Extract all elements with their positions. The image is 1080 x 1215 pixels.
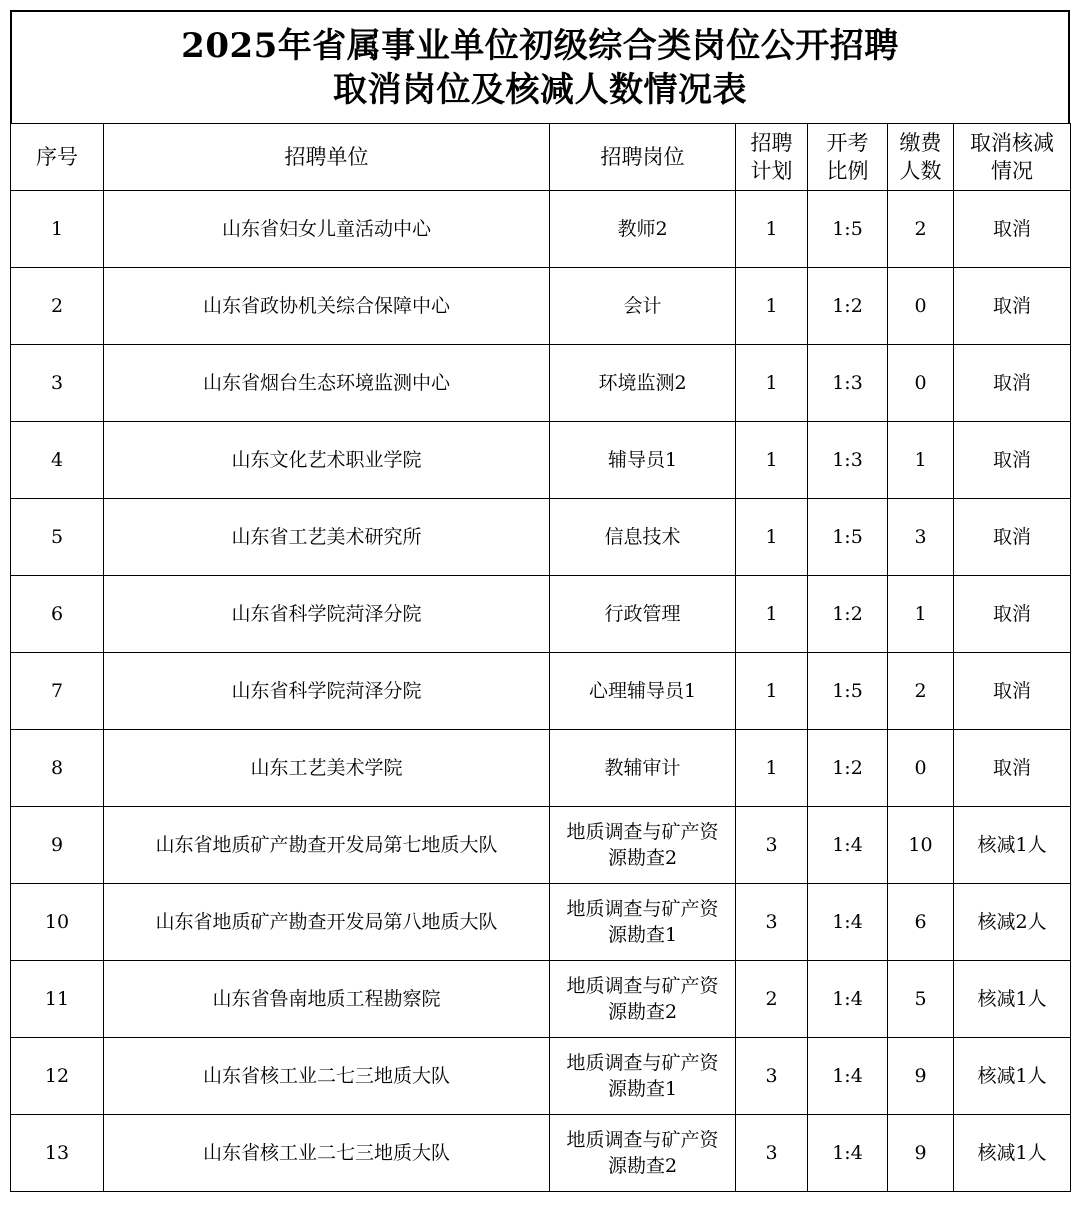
- cell-position-text: 辅导员1: [607, 449, 678, 471]
- cell-ratio: 1:2: [808, 268, 888, 345]
- cell-ratio: 1:4: [808, 807, 888, 884]
- cell-position-text: 教师2: [617, 218, 668, 240]
- cell-plan: 1: [736, 653, 808, 730]
- cell-position-text: 教辅审计: [604, 757, 681, 779]
- header-unit: [104, 124, 550, 191]
- cell-ratio: 1:3: [808, 422, 888, 499]
- cell-paid: 0: [888, 345, 954, 422]
- cell-paid: 3: [888, 499, 954, 576]
- cell-paid: 2: [888, 653, 954, 730]
- header-plan: [736, 124, 808, 191]
- cell-status: 核减2人: [954, 884, 1071, 961]
- cell-seq: 6: [11, 576, 104, 653]
- cell-seq: 3: [11, 345, 104, 422]
- cell-plan: 3: [736, 1115, 808, 1192]
- cell-plan: 3: [736, 884, 808, 961]
- document-title-line-2: 取消岗位及核减人数情况表: [333, 69, 747, 110]
- cell-paid: 10: [888, 807, 954, 884]
- cell-unit: 山东省科学院菏泽分院: [104, 576, 550, 653]
- cell-status: 核减1人: [954, 1115, 1071, 1192]
- cell-unit: 山东省鲁南地质工程勘察院: [104, 961, 550, 1038]
- cell-seq: 2: [11, 268, 104, 345]
- cell-status: 取消: [954, 576, 1071, 653]
- table-row: [11, 422, 1071, 499]
- cell-seq: 9: [11, 807, 104, 884]
- cell-position-text: 地质调查与矿产资源勘查1: [566, 1052, 719, 1100]
- cell-position: [550, 345, 736, 422]
- cell-unit: 山东省妇女儿童活动中心: [104, 191, 550, 268]
- cell-position-text: 心理辅导员1: [588, 680, 697, 702]
- cell-plan: 3: [736, 807, 808, 884]
- header-paid-label: 缴费人数: [899, 131, 942, 183]
- table-row: [11, 268, 1071, 345]
- cell-seq: 4: [11, 422, 104, 499]
- cell-position: [550, 191, 736, 268]
- cell-status: 核减1人: [954, 1038, 1071, 1115]
- cell-paid: 1: [888, 576, 954, 653]
- table-row: [11, 884, 1071, 961]
- header-paid: [888, 124, 954, 191]
- title-block: [10, 10, 1070, 123]
- table-row: [11, 576, 1071, 653]
- cell-paid: 2: [888, 191, 954, 268]
- cell-status: 取消: [954, 268, 1071, 345]
- cell-position-text: 行政管理: [604, 603, 681, 625]
- cell-ratio: 1:5: [808, 499, 888, 576]
- document-sheet: [10, 10, 1070, 1192]
- cell-plan: 1: [736, 499, 808, 576]
- cell-plan: 1: [736, 730, 808, 807]
- cell-ratio: 1:2: [808, 576, 888, 653]
- cell-position: [550, 730, 736, 807]
- header-position: [550, 124, 736, 191]
- cell-seq: 10: [11, 884, 104, 961]
- cell-paid: 9: [888, 1038, 954, 1115]
- cell-seq: 11: [11, 961, 104, 1038]
- header-ratio-label: 开考比例: [826, 131, 869, 183]
- cell-plan: 1: [736, 345, 808, 422]
- cell-status: 取消: [954, 653, 1071, 730]
- cell-position: [550, 1038, 736, 1115]
- cell-position-text: 地质调查与矿产资源勘查2: [566, 1129, 719, 1177]
- cell-seq: 1: [11, 191, 104, 268]
- cell-plan: 1: [736, 191, 808, 268]
- table-body: [11, 191, 1071, 1192]
- cell-position-text: 地质调查与矿产资源勘查2: [566, 975, 719, 1023]
- cell-plan: 1: [736, 422, 808, 499]
- table-row: [11, 499, 1071, 576]
- cell-ratio: 1:4: [808, 961, 888, 1038]
- cell-ratio: 1:4: [808, 884, 888, 961]
- header-plan-label: 招聘计划: [750, 131, 793, 183]
- cell-ratio: 1:5: [808, 191, 888, 268]
- recruitment-table: [10, 123, 1071, 1192]
- header-status: [954, 124, 1071, 191]
- cell-status: 取消: [954, 422, 1071, 499]
- cell-position: [550, 653, 736, 730]
- cell-ratio: 1:2: [808, 730, 888, 807]
- table-row: [11, 653, 1071, 730]
- cell-unit: 山东省科学院菏泽分院: [104, 653, 550, 730]
- cell-position: [550, 576, 736, 653]
- cell-seq: 7: [11, 653, 104, 730]
- cell-status: 取消: [954, 345, 1071, 422]
- cell-position-text: 地质调查与矿产资源勘查2: [566, 821, 719, 869]
- table-row: [11, 961, 1071, 1038]
- cell-seq: 8: [11, 730, 104, 807]
- cell-seq: 12: [11, 1038, 104, 1115]
- cell-unit: 山东省核工业二七三地质大队: [104, 1038, 550, 1115]
- cell-unit: 山东省工艺美术研究所: [104, 499, 550, 576]
- cell-unit: 山东文化艺术职业学院: [104, 422, 550, 499]
- cell-ratio: 1:5: [808, 653, 888, 730]
- cell-ratio: 1:4: [808, 1038, 888, 1115]
- cell-unit: 山东省地质矿产勘查开发局第七地质大队: [104, 807, 550, 884]
- cell-unit: 山东省核工业二七三地质大队: [104, 1115, 550, 1192]
- cell-position: [550, 268, 736, 345]
- cell-position-text: 信息技术: [604, 526, 681, 548]
- table-row: [11, 807, 1071, 884]
- cell-seq: 5: [11, 499, 104, 576]
- cell-position-text: 会计: [623, 295, 662, 317]
- header-ratio: [808, 124, 888, 191]
- cell-position: [550, 884, 736, 961]
- cell-plan: 2: [736, 961, 808, 1038]
- header-unit-label: 招聘单位: [284, 145, 369, 169]
- cell-unit: 山东省地质矿产勘查开发局第八地质大队: [104, 884, 550, 961]
- cell-status: 核减1人: [954, 807, 1071, 884]
- cell-position: [550, 499, 736, 576]
- cell-position: [550, 422, 736, 499]
- cell-paid: 0: [888, 730, 954, 807]
- header-seq-label: 序号: [36, 145, 78, 169]
- cell-ratio: 1:3: [808, 345, 888, 422]
- cell-paid: 6: [888, 884, 954, 961]
- cell-position: [550, 1115, 736, 1192]
- cell-status: 取消: [954, 730, 1071, 807]
- cell-paid: 5: [888, 961, 954, 1038]
- table-header-row: [11, 124, 1071, 191]
- cell-paid: 0: [888, 268, 954, 345]
- cell-paid: 1: [888, 422, 954, 499]
- header-position-label: 招聘岗位: [600, 145, 685, 169]
- cell-status: 核减1人: [954, 961, 1071, 1038]
- cell-plan: 1: [736, 576, 808, 653]
- table-row: [11, 1115, 1071, 1192]
- cell-seq: 13: [11, 1115, 104, 1192]
- cell-position-text: 环境监测2: [598, 372, 687, 394]
- cell-position: [550, 807, 736, 884]
- cell-plan: 3: [736, 1038, 808, 1115]
- table-row: [11, 191, 1071, 268]
- cell-unit: 山东省政协机关综合保障中心: [104, 268, 550, 345]
- header-status-label: 取消核减情况: [970, 131, 1054, 183]
- table-row: [11, 730, 1071, 807]
- header-seq: [11, 124, 104, 191]
- cell-position: [550, 961, 736, 1038]
- cell-paid: 9: [888, 1115, 954, 1192]
- cell-unit: 山东省烟台生态环境监测中心: [104, 345, 550, 422]
- cell-plan: 1: [736, 268, 808, 345]
- table-row: [11, 345, 1071, 422]
- cell-ratio: 1:4: [808, 1115, 888, 1192]
- cell-position-text: 地质调查与矿产资源勘查1: [566, 898, 719, 946]
- cell-unit: 山东工艺美术学院: [104, 730, 550, 807]
- document-title-line-1: 2025年省属事业单位初级综合类岗位公开招聘: [181, 25, 899, 66]
- table-row: [11, 1038, 1071, 1115]
- cell-status: 取消: [954, 499, 1071, 576]
- cell-status: 取消: [954, 191, 1071, 268]
